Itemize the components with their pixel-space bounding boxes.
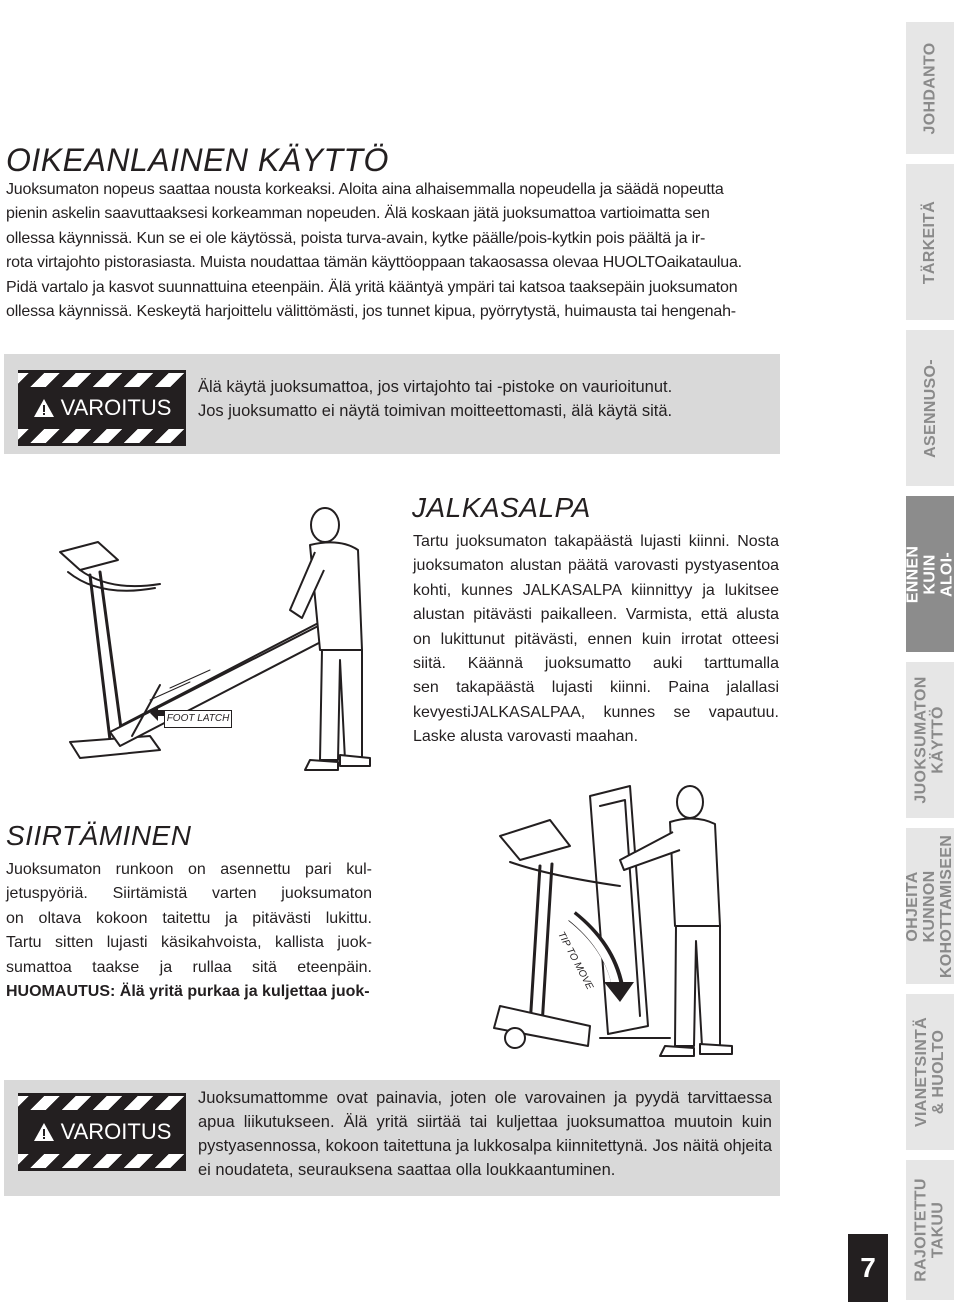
siirtaminen-line: Juoksumaton runkoon on asennettu pari kul- (6, 861, 372, 878)
jalkasalpa-line: siitä. Käännä juoksumatto auki tarttumalla (413, 655, 779, 673)
warning-triangle-icon (33, 1122, 55, 1142)
tab-juoksumaton-kaytto[interactable] (906, 662, 954, 818)
intro-paragraph (6, 178, 786, 324)
siirtaminen-line: on oltava kokoon taitettu ja pitävästi lukittu. (6, 909, 372, 927)
tab-label: OHJEITA KUNNON KOHOTTAMISEEN (904, 834, 956, 978)
warning-badge-top (18, 370, 186, 446)
jalkasalpa-line: Laske alusta varovasti maahan. (413, 728, 639, 746)
intro-line: Juoksumaton nopeus saattaa nousta korkeaksi. Aloita aina alhaisemmalla nopeudella ja säädä nopeutta (6, 181, 724, 198)
tab-label: TÄRKEITÄ (921, 200, 939, 284)
jalkasalpa-line: sen takapäästä lujasti kiinni. Paina jalallasi (413, 679, 779, 697)
intro-line: Pidä vartalo ja kasvot suunnattuina eteenpäin. Älä yritä kääntyä ympäri tai katsoa taaksepäin juoksumaton (6, 278, 738, 296)
section-title-oikeanlainen-kaytto: OIKEANLAINEN KÄYTTÖ (6, 142, 389, 178)
warning-line: Jos juoksumatto ei näytä toimivan moitteettomasti, älä käytä sitä. (198, 402, 673, 420)
siirtaminen-line: sumattoa taakse ja rullaa sitä eteenpäin. (6, 958, 372, 976)
tab-label: JUOKSUMATON KÄYTTÖ (913, 676, 948, 804)
jalkasalpa-line: kohti, kunnes JALKASALPA kiinnittyy ja lukitsee (413, 581, 779, 599)
tab-rajoitettu-takuu[interactable] (906, 1160, 954, 1300)
foot-latch-label: FOOT LATCH (166, 713, 230, 724)
tip-to-move-label: TIP TO MOVE (555, 930, 596, 992)
treadmill-folding-illustration (40, 500, 400, 800)
siirtaminen-paragraph (6, 858, 372, 1004)
jalkasalpa-paragraph (413, 530, 779, 750)
warning-label: VAROITUS (60, 1119, 172, 1144)
intro-line: rota virtajohto pistorasiasta. Muista noudattaa tämän käyttöoppaan takaosassa olevaa HUOLTOaikataulua. (6, 254, 742, 272)
page-number (848, 1234, 888, 1302)
warning-line: ei noudateta, seurauksena saattaa olla loukkaantuminen. (198, 1161, 616, 1179)
tab-johdanto[interactable] (906, 22, 954, 154)
foot-latch-callout (164, 710, 232, 728)
jalkasalpa-line: alustan pitävästi paikalleen. Varmista, että alusta (413, 606, 779, 624)
jalkasalpa-line: juoksumaton alustan päätä varovasti pystyasentoa (413, 557, 779, 575)
treadmill-moving-illustration (470, 776, 790, 1072)
tab-ennen-kuin-aloitat[interactable] (906, 496, 954, 652)
siirtaminen-line: Tartu sitten lujasti käsikahvoista, kallista juok- (6, 934, 372, 952)
warning-badge-bottom (18, 1093, 186, 1171)
tab-label: ENNEN KUIN ALOI- (904, 545, 956, 603)
jalkasalpa-line: Tartu juoksumaton takapäästä lujasti kiinni. Nosta (413, 533, 779, 550)
tab-asennusohjeet[interactable] (906, 330, 954, 486)
tab-ohjeita-kunnon-kohottamiseen[interactable] (906, 828, 954, 984)
tab-label: ASENNUSO- (921, 358, 939, 458)
jalkasalpa-line: kevyestiJALKASALPAA, kunnes se vapautuu. (413, 703, 779, 721)
siirtaminen-note: HUOMAUTUS: Älä yritä purkaa ja kuljettaa juok- (6, 983, 370, 1001)
warning-line: Älä käytä juoksumattoa, jos virtajohto tai -pistoke on vaurioitunut. (198, 378, 673, 396)
warning-text-top (198, 375, 768, 423)
jalkasalpa-line: on lukittunut pitävästi, ennen kuin irrotat otteesi (413, 630, 779, 648)
section-title-jalkasalpa: JALKASALPA (412, 492, 591, 523)
section-title-siirtaminen: SIIRTÄMINEN (6, 820, 192, 851)
warning-triangle-icon (33, 398, 55, 418)
tab-vianetsinta-huolto[interactable] (906, 994, 954, 1150)
warning-line: apua liikutukseen. Älä yritä siirtää tai kuljettaa juoksumattoa muutoin kuin (198, 1113, 772, 1131)
page-number-label: 7 (860, 1252, 876, 1283)
tab-label: JOHDANTO (921, 42, 939, 134)
tab-tarkeita[interactable] (906, 164, 954, 320)
siirtaminen-line: jetuspyöriä. Siirtämistä varten juoksumaton (6, 885, 372, 903)
intro-line: pienin askelin saavuttaaksesi korkeamman nopeuden. Älä koskaan jätä juoksumattoa vartioimatta sen (6, 205, 710, 223)
tab-label: RAJOITETTU TAKUU (913, 1178, 948, 1282)
intro-line: ollessa käynnissä. Kun se ei ole käytössä, poista turva-avain, kytke päälle/pois-kytkin pois päältä ja ir- (6, 229, 706, 247)
warning-label: VAROITUS (60, 395, 172, 420)
intro-line: ollessa käynnissä. Keskeytä harjoittelu välittömästi, jos tunnet kipua, pyörrytystä, huimausta tai hengenah- (6, 303, 736, 321)
tab-label: VIANETSINTÄ & HUOLTO (913, 1017, 948, 1127)
warning-text-bottom (198, 1086, 772, 1182)
warning-line: Juoksumattomme ovat painavia, joten ole varovainen ja pyydä tarvittaessa (198, 1089, 772, 1107)
warning-line: pystyasennossa, kokoon taitettuna ja lukkosalpa kiinnitettynä. Jos näitä ohjeita (198, 1137, 772, 1155)
